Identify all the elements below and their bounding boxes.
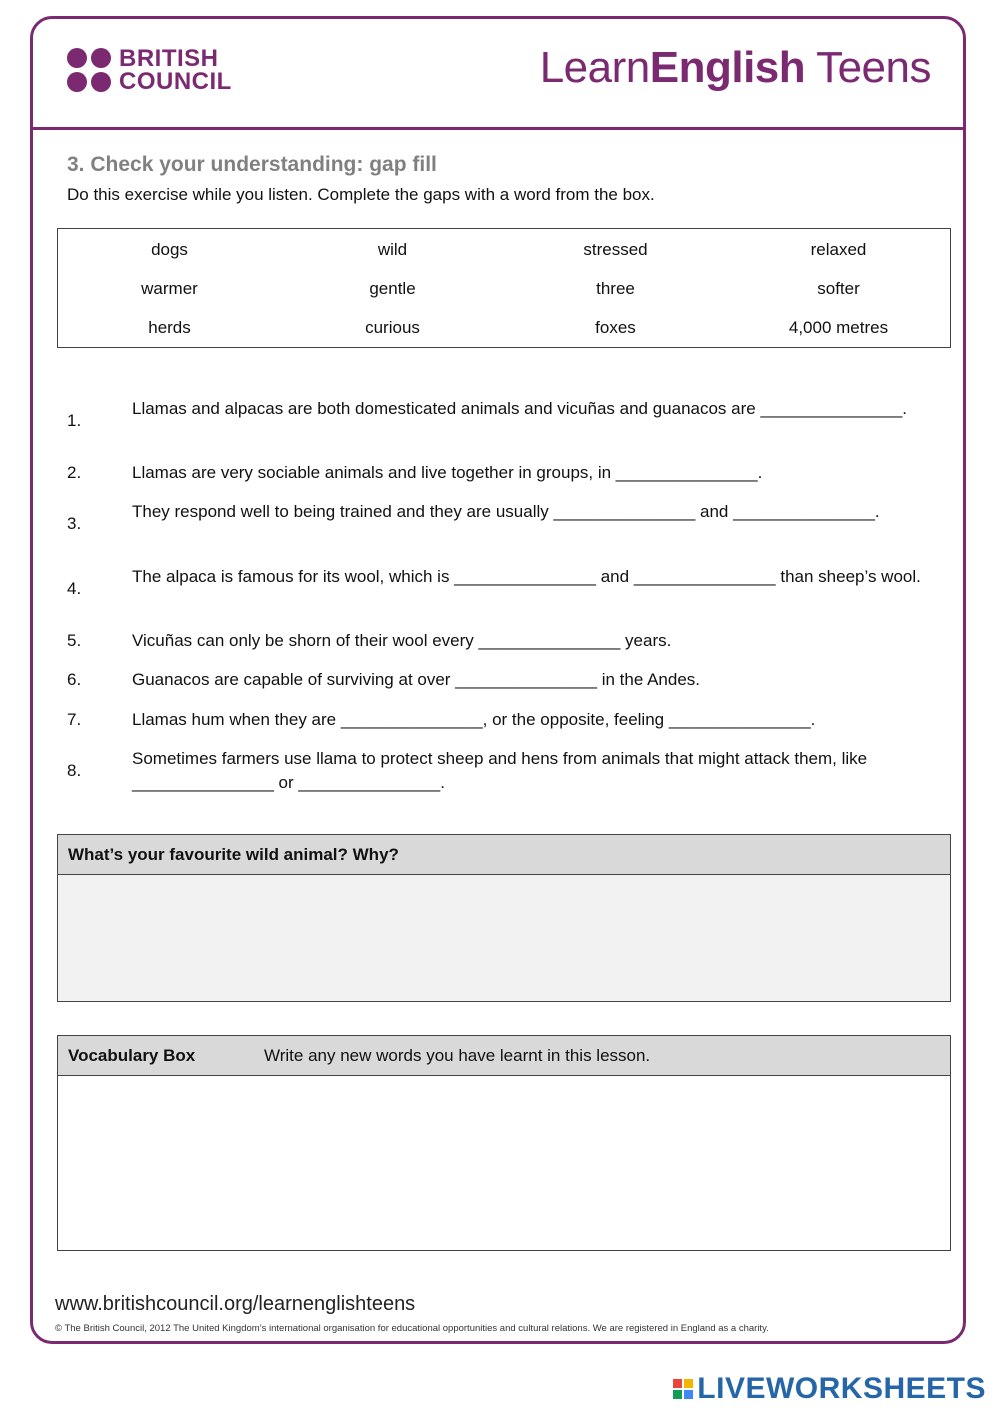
question-text: Llamas and alpacas are both domesticated animals and vicuñas and guanacos are _______________. bbox=[132, 399, 907, 418]
header-divider bbox=[33, 127, 963, 130]
vocabulary-answer-area[interactable] bbox=[57, 1076, 951, 1251]
question-text: Llamas are very sociable animals and live together in groups, in _______________. bbox=[132, 463, 763, 482]
word-box-item: relaxed bbox=[810, 240, 867, 259]
question-number: 8. bbox=[67, 761, 82, 780]
liveworksheets-icon bbox=[673, 1379, 693, 1399]
word-box-item: stressed bbox=[583, 240, 648, 259]
word-box-item: gentle bbox=[369, 279, 416, 298]
vocabulary-header bbox=[57, 1035, 951, 1076]
word-box-item: softer bbox=[817, 279, 860, 298]
word-box-item: warmer bbox=[141, 279, 198, 298]
worksheet-frame bbox=[30, 16, 966, 1344]
question-text: The alpaca is famous for its wool, which is _______________ and _______________ than sheep’s wool. bbox=[132, 567, 921, 586]
vocabulary-instruction: Write any new words you have learnt in this lesson. bbox=[264, 1046, 651, 1065]
question-text: Vicuñas can only be shorn of their wool every _______________ years. bbox=[132, 631, 672, 650]
footer-copyright: © The British Council, 2012 The United Kingdom’s international organisation for educational opportunities and cultural relations. We are registered in England as a charity. bbox=[55, 1323, 769, 1334]
liveworksheets-wordmark: LIVEWORKSHEETS bbox=[697, 1372, 986, 1405]
question-number: 7. bbox=[67, 710, 82, 729]
vocabulary-label: Vocabulary Box bbox=[68, 1046, 196, 1065]
question-text: Guanacos are capable of surviving at over _______________ in the Andes. bbox=[132, 670, 701, 689]
learnenglish-teens-logo: LearnEnglish Teens bbox=[539, 43, 931, 92]
word-box-item: dogs bbox=[151, 240, 188, 259]
question-text: Sometimes farmers use llama to protect sheep and hens from animals that might attack them, like _______________ or _______________. bbox=[132, 749, 868, 792]
discussion-answer-area[interactable] bbox=[57, 875, 951, 1002]
word-box-item: curious bbox=[365, 318, 420, 337]
logo-line-1: BRITISH bbox=[119, 45, 219, 72]
word-box-item: three bbox=[596, 279, 635, 298]
word-box-item: herds bbox=[148, 318, 191, 337]
british-council-logo bbox=[67, 47, 232, 93]
question-number: 3. bbox=[67, 514, 82, 533]
word-box-item: foxes bbox=[595, 318, 636, 337]
word-box bbox=[57, 228, 951, 348]
question-text: Llamas hum when they are _______________, or the opposite, feeling _______________. bbox=[132, 710, 816, 729]
question-number: 5. bbox=[67, 631, 82, 650]
word-box-item: wild bbox=[377, 240, 408, 259]
question-number: 2. bbox=[67, 463, 82, 482]
british-council-dots-icon bbox=[67, 48, 111, 92]
question-number: 4. bbox=[67, 579, 82, 598]
question-text: They respond well to being trained and they are usually _______________ and _______________. bbox=[132, 502, 880, 521]
exercise-title: 3. Check your understanding: gap fill bbox=[67, 153, 437, 176]
discussion-prompt: What’s your favourite wild animal? Why? bbox=[57, 834, 951, 875]
question-number: 1. bbox=[67, 411, 82, 430]
liveworksheets-logo bbox=[673, 1372, 986, 1406]
logo-line-2: COUNCIL bbox=[119, 68, 232, 95]
question-number: 6. bbox=[67, 670, 82, 689]
footer-url[interactable]: www.britishcouncil.org/learnenglishteens bbox=[55, 1293, 416, 1315]
word-box-item: 4,000 metres bbox=[788, 318, 889, 337]
exercise-instructions: Do this exercise while you listen. Complete the gaps with a word from the box. bbox=[67, 185, 655, 204]
